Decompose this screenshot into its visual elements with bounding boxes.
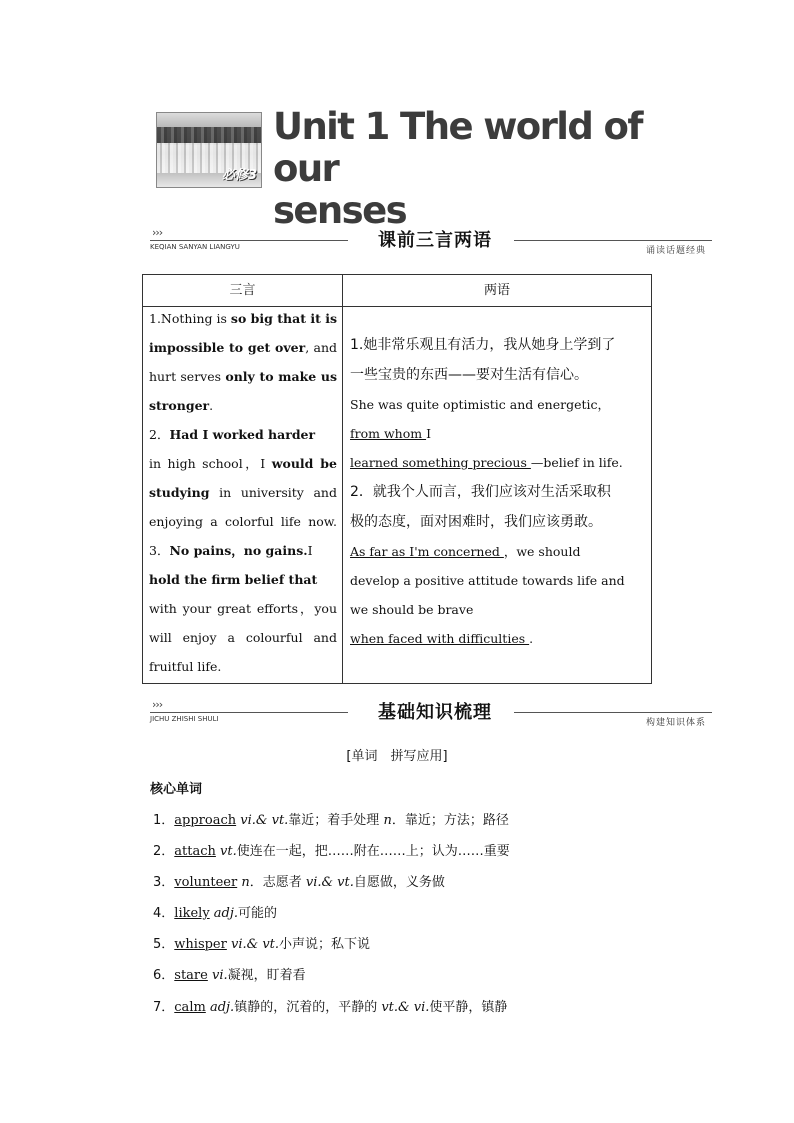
unit-title-line2: senses [273, 189, 406, 232]
list-item: 1．approach vi.& vt.靠近；着手处理 n．靠近；方法；路径 [153, 813, 509, 828]
list-item: 2．attach vt.使连在一起，把……附在……上；认为……重要 [153, 844, 510, 859]
section-pinyin: KEQIAN SANYAN LIANGYU [150, 243, 240, 251]
list-item: 3．volunteer n．志愿者 vi.& vt.自愿做，义务做 [153, 875, 445, 890]
table-cell-sayings: 1.Nothing is so big that it is impossible to get over, and hurt serves only to make us stronger. 2．Had I worked harder in high school，I would be studying in university and enjoying a colorful life now. 3．No pains，no gains.I hold the firm belief that with your great efforts，you will enjoy a colourful and fruitful life. [149, 311, 338, 674]
divider [514, 712, 712, 713]
table-header-col2: 两语 [483, 283, 510, 298]
divider [514, 240, 712, 241]
badge-tag: 必修3 [221, 168, 257, 183]
list-item: 4．likely adj.可能的 [153, 906, 278, 921]
section-right-label: 诵读话题经典 [645, 246, 706, 256]
core-words-label: 核心单词 [150, 782, 203, 797]
list-item: 5．whisper vi.& vt.小声说；私下说 [153, 937, 371, 952]
section-heading: 基础知识梳理 [378, 702, 492, 723]
sayings-table [142, 274, 652, 684]
list-item: 7．calm adj.镇静的，沉着的，平静的 vt.& vi.使平静，镇静 [153, 1000, 508, 1015]
table-divider [342, 275, 343, 683]
chevrons-icon: ››› [152, 698, 163, 711]
list-item: 6．stare vi.凝视，盯着看 [153, 968, 306, 983]
divider [150, 712, 348, 713]
table-cell-translations: 1.她非常乐观且有活力，我从她身上学到了 一些宝贵的东西——要对生活有信心。 She was quite optimistic and energetic， from whom I learned something precious —belief in life. 2．就我个人而言，我们应该对生活采取积 极的态度，面对困难时，我们应该勇敢。 As far as I'm concerned ，we should develop a positive attitude towards life and we should be brave when faced with difficulties . [350, 337, 625, 646]
vocab-subheading: [单词 拼写应用] [346, 749, 448, 764]
section-right-label: 构建知识体系 [645, 718, 706, 728]
section-bar-preview [150, 226, 712, 256]
unit-badge-image [156, 112, 262, 188]
chevrons-icon: ››› [152, 226, 163, 239]
table-header-col1: 三言 [229, 283, 256, 298]
section-bar-basics [150, 698, 712, 728]
divider [150, 240, 348, 241]
unit-title [273, 106, 693, 232]
section-heading: 课前三言两语 [378, 230, 492, 251]
section-pinyin: JICHU ZHISHI SHULI [150, 715, 219, 723]
unit-title-line1: Unit 1 The world of our [273, 105, 642, 190]
